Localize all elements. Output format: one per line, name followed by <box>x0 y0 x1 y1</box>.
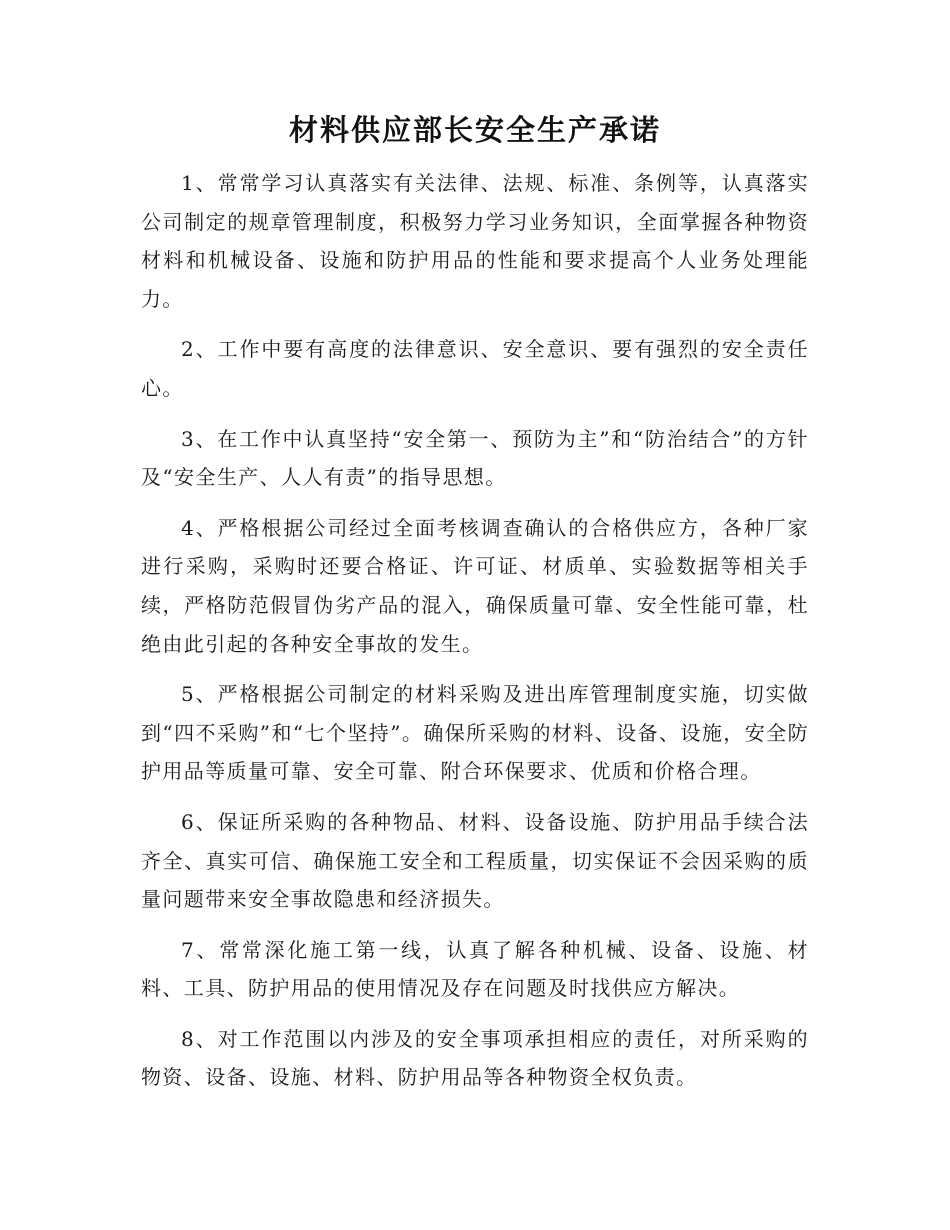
document-body <box>141 164 809 1109</box>
paragraph-4: 4、严格根据公司经过全面考核调查确认的合格供应方，各种厂家进行采购，采购时还要合格证、许可证、材质单、实验数据等相关手续，严格防范假冒伪劣产品的混入，确保质量可靠、安全性能可靠，杜绝由此引起的各种安全事故的发生。 <box>141 515 809 656</box>
paragraph-7: 7、常常深化施工第一线，认真了解各种机械、设备、设施、材料、工具、防护用品的使用情况及存在问题及时找供应方解决。 <box>141 937 809 1001</box>
paragraph-6: 6、保证所采购的各种物品、材料、设备设施、防护用品手续合法齐全、真实可信、确保施工安全和工程质量，切实保证不会因采购的质量问题带来安全事故隐患和经济损失。 <box>141 809 809 912</box>
document-title: 材料供应部长安全生产承诺 <box>288 113 661 147</box>
paragraph-8: 8、对工作范围以内涉及的安全事项承担相应的责任，对所采购的物资、设备、设施、材料、防护用品等各种物资全权负责。 <box>141 1026 809 1090</box>
paragraph-2: 2、工作中要有高度的法律意识、安全意识、要有强烈的安全责任心。 <box>141 337 809 400</box>
paragraph-3: 3、在工作中认真坚持“安全第一、预防为主”和“防治结合”的方针及“安全生产、人人有责”的指导思想。 <box>141 426 809 490</box>
paragraph-5: 5、严格根据公司制定的材料采购及进出库管理制度实施，切实做到“四不采购”和“七个坚持”。确保所采购的材料、设备、设施，安全防护用品等质量可靠、安全可靠、附合环保要求、优质和价格合理。 <box>141 682 809 784</box>
paragraph-1: 1、常常学习认真落实有关法律、法规、标准、条例等，认真落实公司制定的规章管理制度，积极努力学习业务知识，全面掌握各种物资材料和机械设备、设施和防护用品的性能和要求提高个人业务处理能力。 <box>141 171 809 311</box>
